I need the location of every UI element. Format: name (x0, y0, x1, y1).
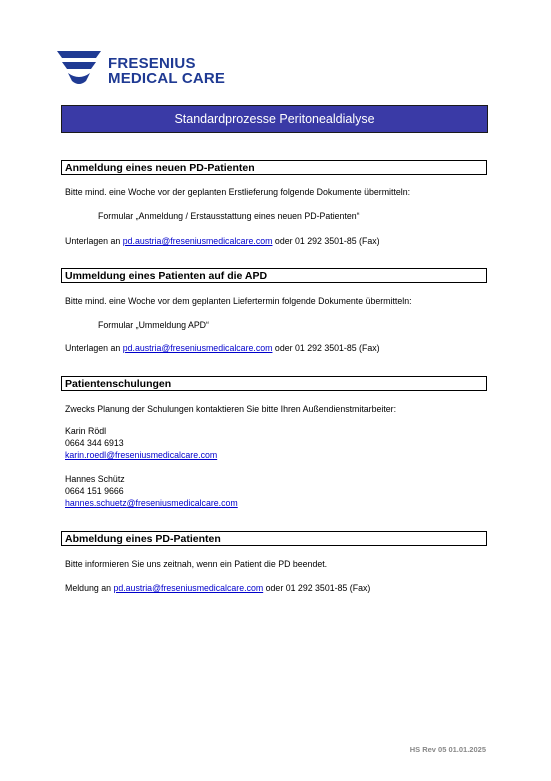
abmeldung-send-line (65, 583, 370, 594)
anmeldung-email-link[interactable]: pd.austria@freseniusmedicalcare.com (122, 236, 273, 246)
contact-phone: 0664 344 6913 (65, 438, 124, 448)
ummeldung-intro: Bitte mind. eine Woche vor dem geplanten Liefertermin folgende Dokumente übermitteln: (65, 296, 412, 306)
anmeldung-intro: Bitte mind. eine Woche vor der geplanten Erstlieferung folgende Dokumente übermitteln: (65, 187, 411, 197)
ummeldung-send-line (65, 343, 380, 354)
contact-phone: 0664 151 9666 (65, 486, 124, 496)
anmeldung-send-prefix: Unterlagen an (65, 236, 121, 246)
page-title-banner: Standardprozesse Peritonealdialyse (61, 105, 488, 133)
ummeldung-email-link[interactable]: pd.austria@freseniusmedicalcare.com (122, 343, 273, 353)
revision-footer: HS Rev 05 01.01.2025 (409, 745, 486, 754)
contact-email-link[interactable]: karin.roedl@freseniusmedicalcare.com (65, 450, 218, 460)
section-title-ummeldung: Ummeldung eines Patienten auf die APD (61, 268, 487, 283)
logo-line1: FRESENIUS (108, 55, 196, 72)
section-title-schulungen: Patientenschulungen (61, 376, 487, 391)
ummeldung-form: Formular „Ummeldung APD“ (98, 320, 209, 330)
abmeldung-email-link[interactable]: pd.austria@freseniusmedicalcare.com (113, 583, 264, 593)
anmeldung-send-line (65, 236, 380, 247)
logo-text (108, 56, 225, 86)
anmeldung-send-suffix: oder 01 292 3501-85 (Fax) (274, 236, 380, 246)
abmeldung-intro: Bitte informieren Sie uns zeitnah, wenn ein Patient die PD beendet. (65, 559, 328, 569)
section-title-anmeldung: Anmeldung eines neuen PD-Patienten (61, 160, 487, 175)
schulungen-intro: Zwecks Planung der Schulungen kontaktieren Sie bitte Ihren Außendienstmitarbeiter: (65, 404, 397, 414)
anmeldung-form: Formular „Anmeldung / Erstausstattung eines neuen PD-Patienten“ (98, 211, 360, 221)
abmeldung-send-suffix: oder 01 292 3501-85 (Fax) (265, 583, 371, 593)
ummeldung-send-suffix: oder 01 292 3501-85 (Fax) (274, 343, 380, 353)
contact-name: Karin Rödl (65, 426, 107, 436)
contact-email-link[interactable]: hannes.schuetz@freseniusmedicalcare.com (65, 498, 238, 508)
ummeldung-send-prefix: Unterlagen an (65, 343, 121, 353)
logo-line2: MEDICAL CARE (108, 70, 226, 87)
abmeldung-send-prefix: Meldung an (65, 583, 111, 593)
section-title-abmeldung: Abmeldung eines PD-Patienten (61, 531, 487, 546)
contact-name: Hannes Schütz (65, 474, 125, 484)
